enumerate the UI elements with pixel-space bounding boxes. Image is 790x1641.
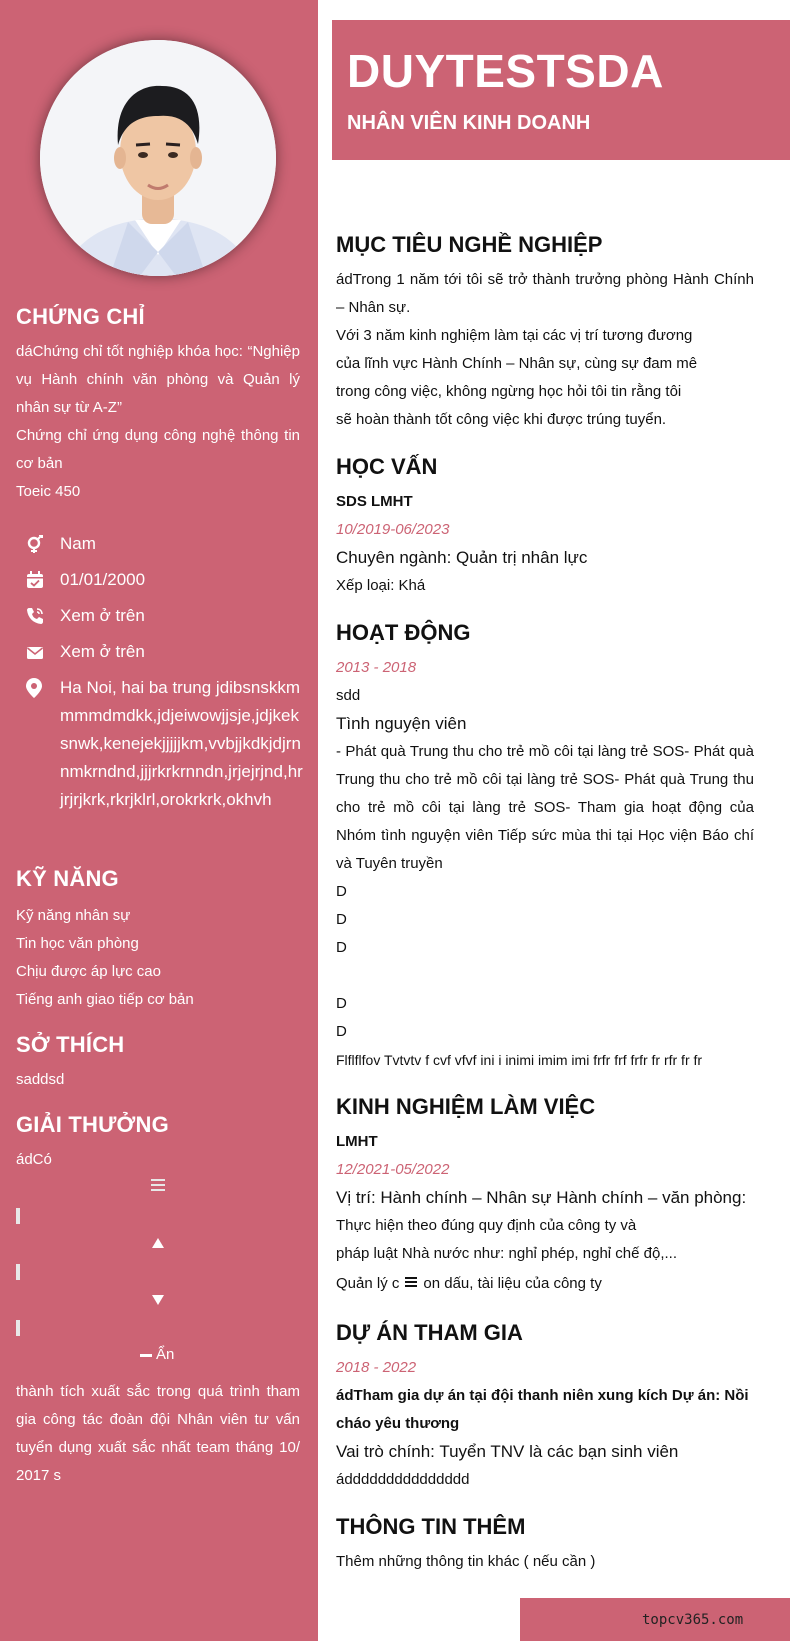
job-title: NHÂN VIÊN KINH DOANH	[347, 112, 591, 134]
education-heading: HỌC VẤN	[336, 454, 438, 479]
education-grade: Xếp loại: Khá	[336, 577, 426, 594]
menu-icon[interactable]	[151, 1178, 165, 1197]
education-date: 10/2019-06/2023	[336, 521, 450, 538]
hobbies-heading: SỞ THÍCH	[16, 1032, 125, 1057]
objective-line: sẽ hoàn thành tốt công việc khi được trúng tuyển.	[336, 411, 667, 428]
phone-row	[26, 602, 306, 634]
project-date: 2018 - 2022	[336, 1359, 417, 1376]
activity-line: D	[336, 883, 347, 900]
experience-line	[336, 1270, 754, 1298]
full-name: DUYTESTSDA	[347, 45, 664, 97]
gender-icon	[26, 530, 50, 562]
awards-heading: GIẢI THƯỞNG	[16, 1112, 169, 1137]
school-name: SDS LMHT	[336, 493, 413, 510]
phone-value: Xem ở trên	[60, 606, 145, 625]
minus-icon	[140, 1354, 152, 1357]
objective-line: của lĩnh vực Hành Chính – Nhân sự, cùng sự đam mê	[336, 355, 698, 372]
email-value: Xem ở trên	[60, 642, 145, 661]
activity-line: Flflflfov Tvtvtv f cvf vfvf ini i inimi imim imi frfr frf frfr fr rfr fr fr	[336, 1052, 703, 1068]
activity-org: sdd	[336, 687, 361, 704]
activity-date: 2013 - 2018	[336, 659, 417, 676]
footer-site: topcv365.com	[642, 1612, 744, 1628]
awards-text: thành tích xuất sắc trong quá trình tham gia công tác đoàn đội Nhân viên tư vấn tuyển dụng xuất sắc nhất team tháng 10/ 2017 s	[16, 1383, 300, 1484]
activities-heading: HOẠT ĐỘNG	[336, 620, 471, 645]
skill-item: Tiếng anh giao tiếp cơ bản	[16, 991, 194, 1008]
objective-line: Với 3 năm kinh nghiệm làm tại các vị trí tương đương	[336, 327, 693, 344]
activity-line: D	[336, 995, 347, 1012]
skill-item: Tin học văn phòng	[16, 935, 139, 952]
arrow-up-icon[interactable]	[152, 1235, 164, 1253]
certificate-item: Toeic 450	[16, 483, 81, 500]
objective-line: trong công việc, không ngừng học hỏi tôi tin rằng tôi	[336, 383, 682, 400]
menu-icon[interactable]	[405, 1270, 417, 1298]
more-info-text: Thêm những thông tin khác ( nếu cần )	[336, 1553, 596, 1570]
certificate-item: Chứng chỉ ứng dụng công nghệ thông tin cơ bản	[16, 427, 300, 472]
drag-handle[interactable]	[16, 1320, 20, 1336]
header-banner	[332, 20, 790, 160]
skills-heading: KỸ NĂNG	[16, 866, 119, 891]
mail-icon	[26, 638, 50, 670]
experience-line-end: on dấu, tài liệu của công ty	[423, 1275, 602, 1292]
activity-role: Tình nguyện viên	[336, 714, 467, 733]
birthday-row	[26, 566, 306, 598]
footer-watermark	[520, 1598, 790, 1641]
skill-item: Kỹ năng nhân sự	[16, 907, 131, 924]
experience-heading: KINH NGHIỆM LÀM VIỆC	[336, 1094, 596, 1119]
project-role: Vai trò chính: Tuyển TNV là các bạn sinh viên	[336, 1442, 679, 1461]
education-major: Chuyên ngành: Quản trị nhân lực	[336, 548, 588, 567]
address-row	[26, 674, 306, 814]
experience-date: 12/2021-05/2022	[336, 1161, 450, 1178]
phone-icon	[26, 602, 50, 634]
birthday-value: 01/01/2000	[60, 570, 146, 589]
certificates-heading: CHỨNG CHỈ	[16, 304, 145, 329]
company-name: LMHT	[336, 1133, 378, 1150]
projects-heading: DỰ ÁN THAM GIA	[336, 1320, 523, 1345]
experience-position: Vị trí: Hành chính – Nhân sự Hành chính – văn phòng:	[336, 1188, 747, 1207]
skill-item: Chịu được áp lực cao	[16, 963, 161, 980]
address-value: Ha Noi, hai ba trung jdibsnskkmmmmdmdkk,jdjeiwowjjsje,jdjkeksnwk,kenejekjjjjjkm,vvbjjkdkjdjrnnmkrndnd,jjjrkrkrnndn,jrjejrjnd,hrjrjrjkrk,rkrjklrl,orokrkrk,okhvh	[60, 678, 303, 809]
activity-line: D	[336, 911, 347, 928]
awards-line: ádCó	[16, 1151, 52, 1168]
experience-line: pháp luật Nhà nước như: nghỉ phép, nghỉ chế độ,...	[336, 1245, 677, 1262]
more-info-heading: THÔNG TIN THÊM	[336, 1514, 526, 1539]
location-pin-icon	[26, 674, 50, 814]
activity-description: - Phát quà Trung thu cho trẻ mồ côi tại làng trẻ SOS- Phát quà Trung thu cho trẻ mồ côi tại làng trẻ SOS- Phát quà Trung thu cho trẻ mồ côi tại làng trẻ SOS- Tham gia hoạt động của Nhóm tình nguyện viên Tiếp sức mùa thi tại Học viện Báo chí và Tuyên truyền	[336, 743, 754, 872]
experience-line: Thực hiện theo đúng quy định của công ty và	[336, 1217, 637, 1234]
gender-row	[26, 530, 306, 562]
calendar-icon	[26, 566, 50, 598]
sidebar	[0, 0, 318, 1641]
drag-handle[interactable]	[16, 1264, 20, 1280]
drag-handle[interactable]	[16, 1208, 20, 1224]
arrow-down-icon[interactable]	[152, 1292, 164, 1310]
avatar	[40, 40, 276, 276]
project-title: ádTham gia dự án tại đội thanh niên xung kích Dự án: Nồi cháo yêu thương	[336, 1387, 749, 1432]
activity-line: D	[336, 939, 347, 956]
experience-line-start: Quản lý c	[336, 1275, 400, 1292]
objective-heading: MỤC TIÊU NGHỀ NGHIỆP	[336, 232, 603, 257]
hide-label: Ẩn	[156, 1346, 175, 1363]
email-row	[26, 638, 306, 670]
hobbies-text: saddsd	[16, 1071, 65, 1088]
hide-button[interactable]	[140, 1345, 174, 1365]
activity-line: D	[336, 1023, 347, 1040]
objective-line: ádTrong 1 năm tới tôi sẽ trở thành trưởng phòng Hành Chính – Nhân sự.	[336, 271, 754, 316]
certificate-item: dáChứng chỉ tốt nghiệp khóa học: “Nghiệp vụ Hành chính văn phòng và Quản lý nhân sự từ A-Z”	[16, 343, 300, 416]
gender-value: Nam	[60, 534, 96, 553]
project-extra: áddddddddddddddd	[336, 1471, 470, 1488]
